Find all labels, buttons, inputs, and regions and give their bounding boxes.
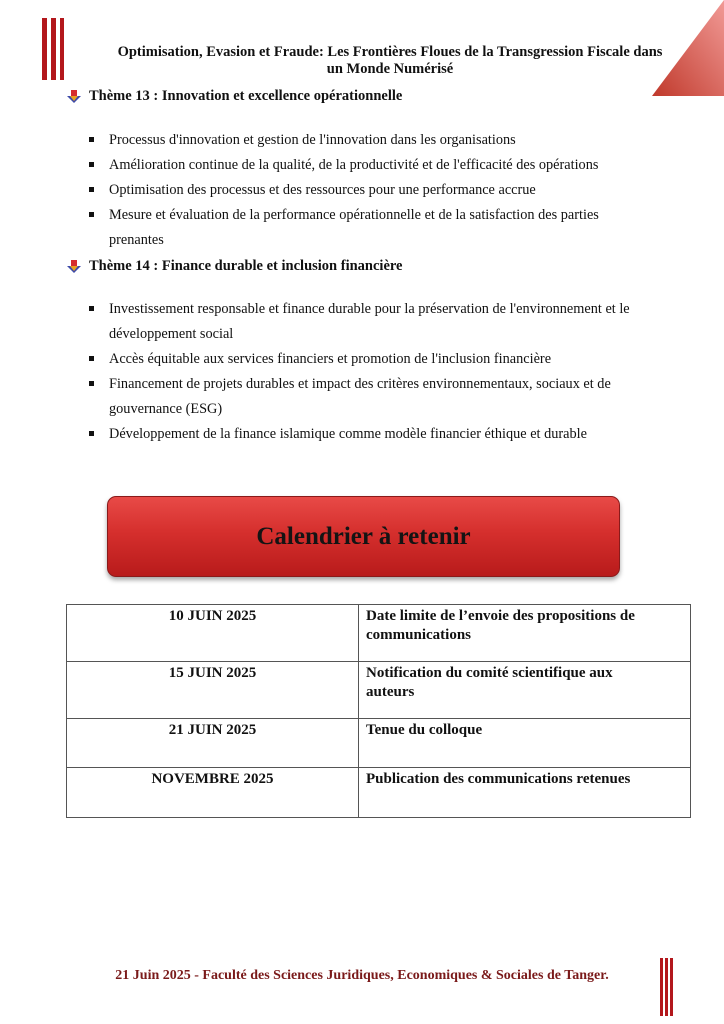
theme-14-heading — [66, 258, 403, 275]
calendar-date: NOVEMBRE 2025 — [67, 768, 359, 818]
page-footer: 21 Juin 2025 - Faculté des Sciences Juridiques, Economiques & Sociales de Tanger. — [115, 968, 609, 983]
calendar-date: 10 JUIN 2025 — [67, 605, 359, 662]
square-bullet-icon — [89, 187, 94, 192]
list-item: Optimisation des processus et des ressources pour une performance accrue — [88, 178, 668, 203]
theme-14-list — [88, 297, 668, 447]
table-row — [67, 605, 691, 662]
list-item: Développement de la finance islamique comme modèle financier éthique et durable — [88, 422, 668, 447]
theme-14-title: Thème 14 : Finance durable et inclusion financière — [89, 258, 403, 274]
header-title-line-1: Optimisation, Evasion et Fraude: Les Frontières Floues de la Transgression Fiscale dans — [117, 44, 663, 60]
header-decoration-bars — [40, 18, 64, 80]
list-item: Amélioration continue de la qualité, de la productivité et de l'efficacité des opérations — [88, 153, 668, 178]
list-item: Accès équitable aux services financiers et promotion de l'inclusion financière — [88, 347, 668, 372]
calendar-event: Date limite de l’envoie des propositions de communications — [359, 605, 691, 662]
calendar-table — [66, 604, 691, 818]
table-row — [67, 719, 691, 768]
square-bullet-icon — [89, 381, 94, 386]
square-bullet-icon — [89, 431, 94, 436]
calendar-date: 15 JUIN 2025 — [67, 662, 359, 719]
square-bullet-icon — [89, 356, 94, 361]
arrow-bullet-icon — [66, 90, 82, 104]
arrow-bullet-icon — [66, 260, 82, 274]
calendar-heading: Calendrier à retenir — [256, 522, 471, 550]
calendar-date: 21 JUIN 2025 — [67, 719, 359, 768]
list-item: Financement de projets durables et impact des critères environnementaux, sociaux et de gouvernance (ESG) — [88, 372, 668, 422]
calendar-banner — [107, 496, 620, 577]
table-row — [67, 768, 691, 818]
calendar-event: Tenue du colloque — [359, 719, 691, 768]
calendar-event: Notification du comité scientifique aux auteurs — [359, 662, 691, 719]
list-item: Processus d'innovation et gestion de l'innovation dans les organisations — [88, 128, 668, 153]
list-item: Mesure et évaluation de la performance opérationnelle et de la satisfaction des parties prenantes — [88, 203, 668, 253]
square-bullet-icon — [89, 212, 94, 217]
table-row — [67, 662, 691, 719]
footer-decoration-bars — [660, 958, 674, 1016]
square-bullet-icon — [89, 306, 94, 311]
square-bullet-icon — [89, 162, 94, 167]
square-bullet-icon — [89, 137, 94, 142]
header-title-line-2: un Monde Numérisé — [326, 61, 454, 77]
document-header-title — [95, 44, 685, 78]
theme-13-list — [88, 128, 668, 253]
theme-13-title: Thème 13 : Innovation et excellence opérationnelle — [89, 88, 403, 104]
list-item: Investissement responsable et finance durable pour la préservation de l'environnement et le développement social — [88, 297, 668, 347]
calendar-event: Publication des communications retenues — [359, 768, 691, 818]
theme-13-heading — [66, 88, 402, 105]
